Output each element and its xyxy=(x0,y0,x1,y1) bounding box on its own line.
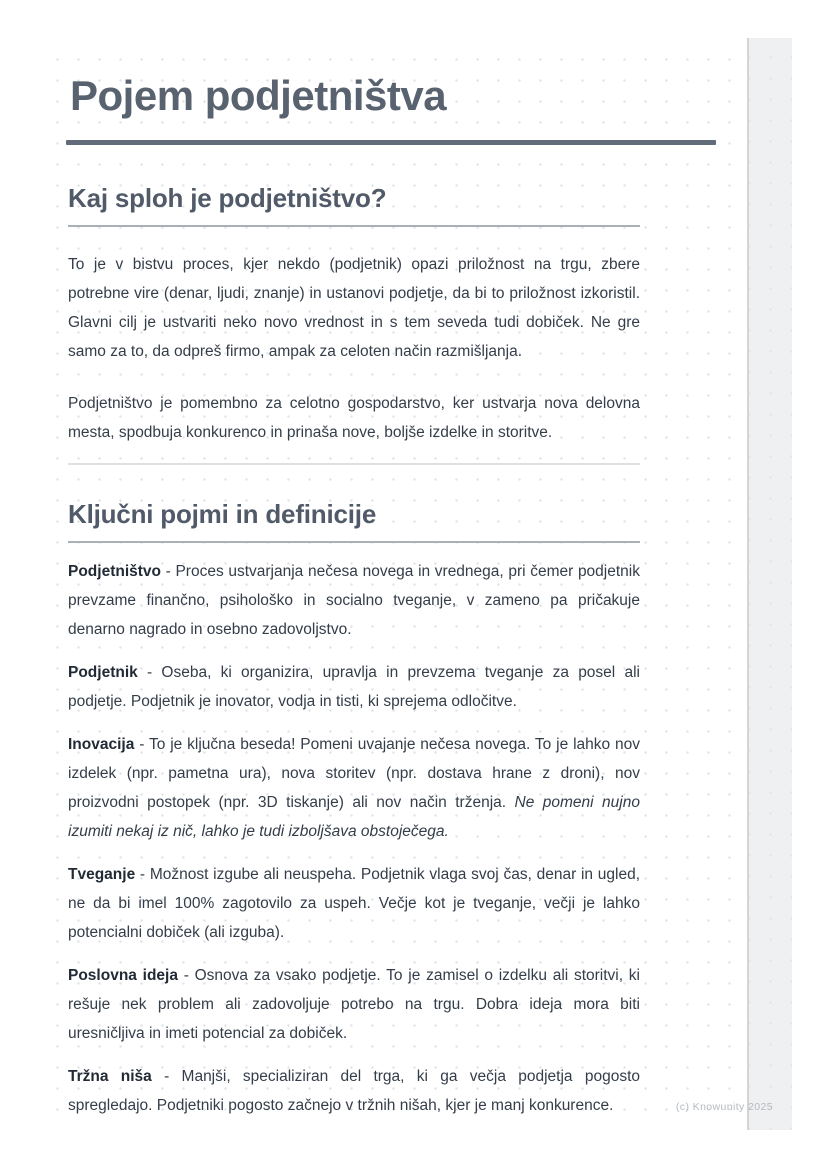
section-heading-what-is: Kaj sploh je podjetništvo? xyxy=(68,183,640,227)
watermark: (c) Knowunity 2025 xyxy=(675,1101,773,1113)
intro-paragraph-1: To je v bistvu proces, kjer nekdo (podjetnik) opazi priložnost na trgu, zbere potrebne vire (denar, ljudi, znanje) in ustanovi podjetje, da bi to priložnost izkoristil. Glavni cilj je ustvariti neko novo vrednost in s tem seveda tudi dobiček. Ne gre samo za to, da odpreš firmo, ampak za celoten način razmišljanja. xyxy=(68,256,640,360)
definition-text: - Manjši, specializiran del trga, ki ga večja podjetja pogosto spregledajo. Podjetniki pogosto začnejo v tržnih nišah, kjer je manj konkurence. xyxy=(68,1068,640,1114)
document-title: Pojem podjetništva xyxy=(70,72,447,119)
definition-podjetnik xyxy=(68,658,640,716)
definition-text: - Oseba, ki organizira, upravlja in prevzema tveganje za posel ali podjetje. Podjetnik je inovator, vodja in tisti, ki sprejema odločitve. xyxy=(68,664,640,710)
intro-paragraph-2: Podjetništvo je pomembno za celotno gospodarstvo, ker ustvarja nova delovna mesta, spodbuja konkurenco in prinaša nove, boljše izdelke in storitve. xyxy=(68,395,640,441)
definition-poslovna-ideja xyxy=(68,961,640,1048)
definition-text: - Možnost izgube ali neuspeha. Podjetnik vlaga svoj čas, denar in ugled, ne da bi imel 100% zagotovilo za uspeh. Večje kot je tveganje, večji je lahko potencialni dobiček (ali izguba). xyxy=(68,866,640,941)
page-content xyxy=(40,40,640,1116)
definition-term: Poslovna ideja xyxy=(68,967,178,984)
section-divider xyxy=(68,463,640,465)
document-page xyxy=(40,40,747,1116)
definition-term: Inovacija xyxy=(68,736,135,753)
definition-text: - To je ključna beseda! Pomeni uvajanje nečesa novega. To je lahko nov izdelek (npr. pametna ura), nova storitev (npr. dostava hrane z droni), nov proizvodni postopek (npr. 3D tiskanje) ali nov način trženja. xyxy=(68,736,640,811)
definition-term: Tržna niša xyxy=(68,1068,152,1085)
section-heading-key-terms: Ključni pojmi in definicije xyxy=(68,499,640,543)
definition-text: - Osnova za vsako podjetje. To je zamisel o izdelku ali storitvi, ki rešuje nek problem ali zadovoljuje potrebo na trgu. Dobra ideja mora biti uresničljiva in imeti potencial za dobiček. xyxy=(68,967,640,1042)
definition-tveganje xyxy=(68,860,640,947)
definition-term: Podjetništvo xyxy=(68,563,162,580)
definition-text: - Proces ustvarjanja nečesa novega in vrednega, pri čemer podjetnik prevzame finančno, psihološko in socialno tveganje, v zameno pa pričakuje denarno nagrado in osebno zadovoljstvo. xyxy=(68,563,640,638)
definition-trzna-nisa xyxy=(68,1062,640,1116)
next-page-edge xyxy=(747,38,792,1130)
definition-italic-note: Ne pomeni nujno izumiti nekaj iz nič, lahko je tudi izboljšava obstoječega. xyxy=(68,794,640,840)
title-rule xyxy=(66,140,716,145)
definition-podjetnistvo xyxy=(68,557,640,644)
definition-term: Podjetnik xyxy=(68,664,138,681)
definition-inovacija xyxy=(68,730,640,846)
definition-term: Tveganje xyxy=(68,866,136,883)
